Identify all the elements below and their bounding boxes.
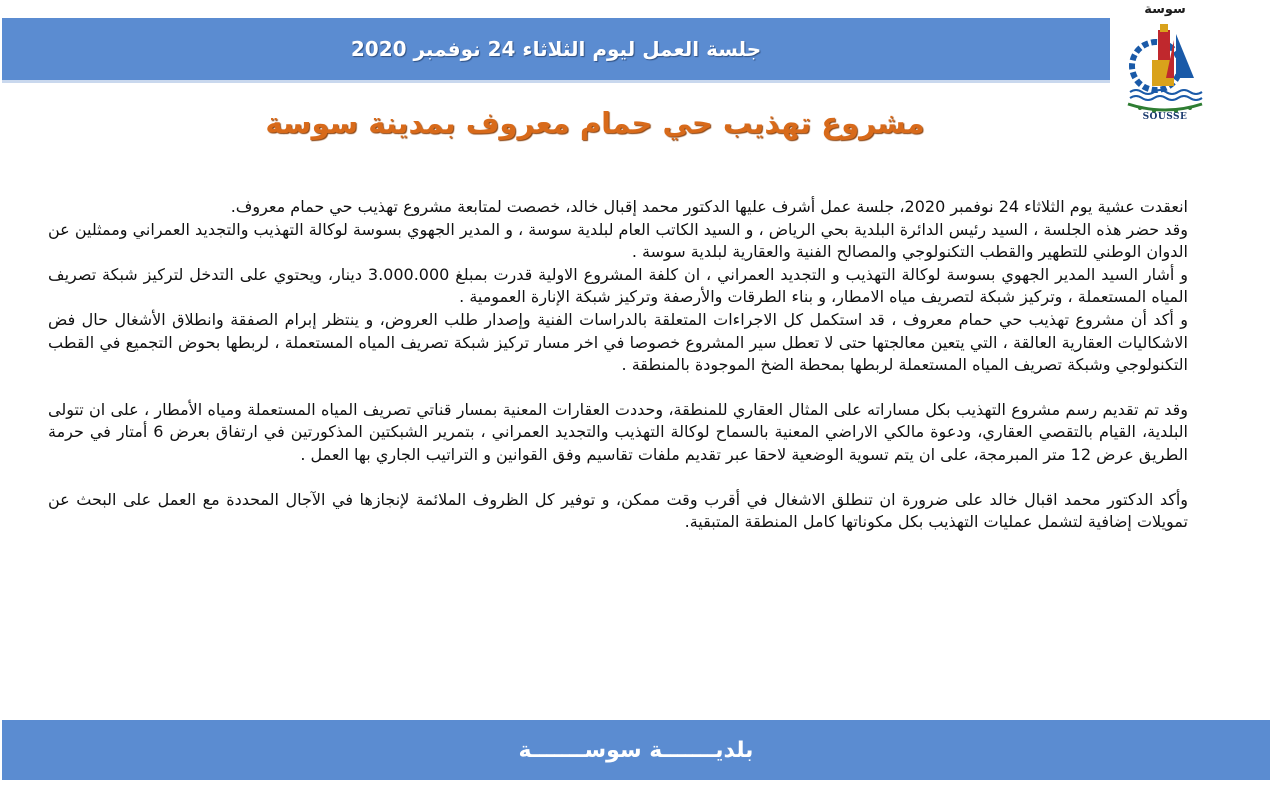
paragraph: و أشار السيد المدير الجهوي بسوسة لوكالة التهذيب و التجديد العمراني ، ان كلفة المشروع الاولية قدرت بمبلغ 3.000.000 دينار، ويحتوي على التدخل لتركيز شبكة تصريف المياه المستعملة ، وتركيز شبكة لتصريف مياه الامطار، و بناء الطرقات والأرصفة وتركيز شبكة الإنارة العمومية . [48, 264, 1188, 307]
paragraph: انعقدت عشية يوم الثلاثاء 24 نوفمبر 2020، جلسة عمل أشرف عليها الدكتور محمد إقبال خالد، خصصت لمتابعة مشروع تهذيب حي حمام معروف. [230, 197, 1188, 216]
paragraph-spacer [48, 467, 1188, 489]
footer-band [2, 720, 1270, 780]
logo-latin-text: SOUSSE [1142, 112, 1188, 122]
paragraph: وقد حضر هذه الجلسة ، السيد رئيس الدائرة البلدية بحي الرياض ، و السيد الكاتب العام لبلدية سوسة ، و المدير الجهوي بسوسة لوكالة التهذيب والتجديد العمراني وممثلين عن الدوان الوطني للتطهير والقطب التكنولوجي والمصالح الفنية والعقارية لبلدية سوسة . [48, 219, 1188, 262]
session-title: جلسة العمل ليوم الثلاثاء 24 نوفمبر 2020 [350, 37, 762, 61]
logo-arabic-text: سوسة [1144, 2, 1186, 17]
paragraph: و أكد أن مشروع تهذيب حي حمام معروف ، قد استكمل كل الاجراءات المتعلقة بالدراسات الفنية وإصدار طلب العروض، و ينتظر إبرام الصفقة وانطلاق الأشغال حال فض الاشكاليات العقارية العالقة ، التي يتعين معالجتها حتى لا تعطل سير المشروع خصوصا في اخر مسار تركيز شبكة تصريف المياه المستعملة ، لربطها بحوض التجميع في القطب التكنولوجي وشبكة تصريف المياه المستعملة لربطها بمحطة الضخ الموجودة بالمنطقة . [48, 309, 1188, 375]
paragraph-spacer [48, 377, 1188, 399]
paragraph: وأكد الدكتور محمد اقبال خالد على ضرورة ان تنطلق الاشغال في أقرب وقت ممكن، و توفير كل الظروف الملائمة لإنجازها في الآجال المحددة مع العمل على البحث عن تمويلات إضافية لتشمل عمليات التهذيب بكل مكوناتها كامل المنطقة المتبقية. [48, 489, 1188, 532]
page-title: مشروع تهذيب حي حمام معروف بمدينة سوسة [265, 106, 925, 140]
article-body [48, 196, 1188, 534]
paragraph: وقد تم تقديم رسم مشروع التهذيب بكل مساراته على المثال العقاري للمنطقة، وحددت العقارات المعنية بمسار قناتي تصريف المياه المستعملة ومياه الأمطار ، على ان تتولى البلدية، القيام بالتقصي العقاري، ودعوة مالكي الاراضي المعنية بالسماح لوكالة التهذيب والتجديد العمراني ، بتمرير الشبكتين المذكورتين في ارتفاق بعرض 6 أمتار في حرمة الطريق عرض 12 متر المبرمجة، على ان يتم تسوية الوضعية لاحقا عبر تقديم ملفات تقاسيم وفق القوانين و التراتيب الجاري بها العمل . [48, 399, 1188, 464]
header-band [2, 18, 1110, 83]
footer-text: بلديـــــــة سوســـــــة [518, 737, 754, 763]
